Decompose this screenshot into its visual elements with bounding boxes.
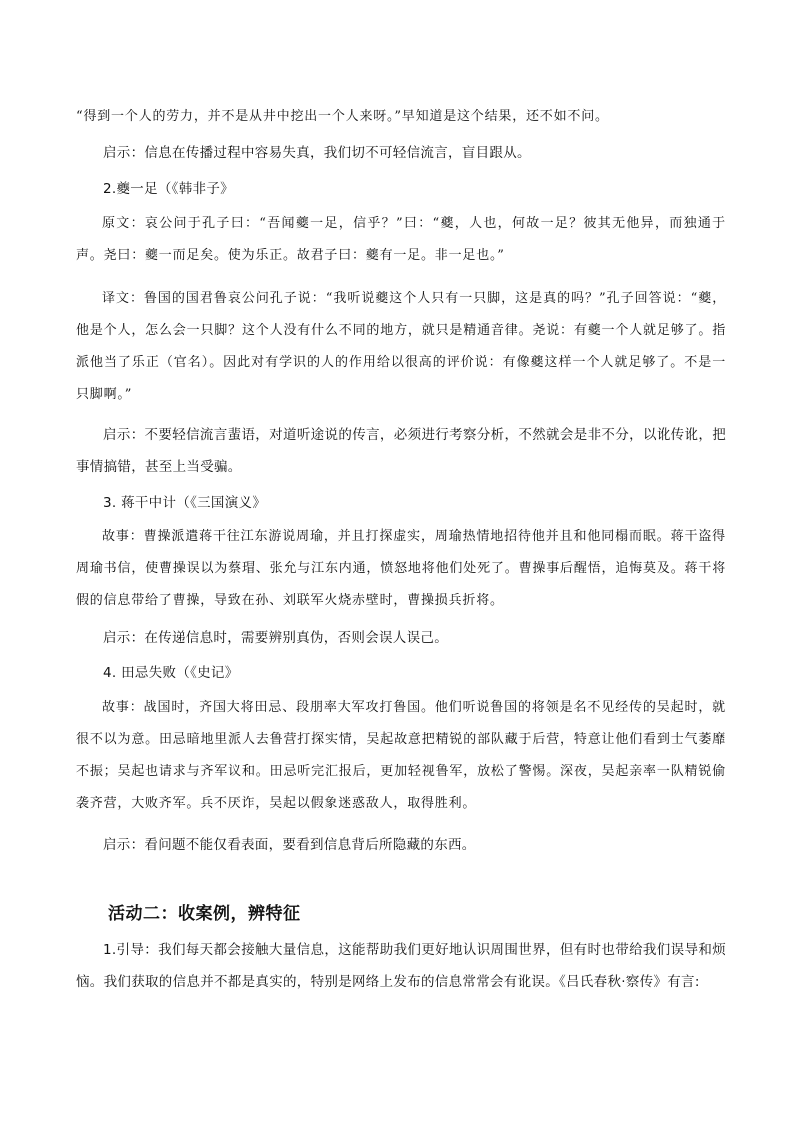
paragraph-lesson-2: 启示：不要轻信流言蜚语，对道听途说的传言，必须进行考察分析，不然就会是非不分，以讹传讹，把事情搞错，甚至上当受骗。	[76, 427, 726, 475]
section-heading-tian-ji: 4. 田忌失败（《史记》	[103, 665, 239, 681]
paragraph-story-ending: “得到一个人的劳力，并不是从井中挖出一个人来呀。”早知道是这个结果，还不如不问。	[76, 109, 609, 124]
paragraph-translation: 译文：鲁国的国君鲁哀公问孔子说：“我听说夔这个人只有一只脚，这是真的吗？”孔子回答说：“夔，他是个人，怎么会一只脚？这个人没有什么不同的地方，就只是精通音律。尧说：有夔一个人就足够了。指派他当了乐正（官名）。因此对有学识的人的作用给以很高的评价说：有像夔这样一个人就足够了。不是一只脚啊。”	[76, 291, 726, 402]
paragraph-story-jiang-gan: 故事：曹操派遣蒋干往江东游说周瑜，并且打探虚实，周瑜热情地招待他并且和他同榻而眠。蒋干盗得周瑜书信，使曹操误以为蔡瑁、张允与江东内通，愤怒地将他们处死了。曹操事后醒悟，追悔莫及。蒋干将假的信息带给了曹操，导致在孙、刘联军火烧赤壁时，曹操损兵折将。	[76, 529, 726, 608]
paragraph-lesson-3: 启示：在传递信息时，需要辨别真伪，否则会误人误己。	[103, 630, 448, 646]
section-heading-kui-yi-zu: 2.夔一足（《韩非子》	[103, 181, 234, 197]
paragraph-lesson-1: 启示：信息在传播过程中容易失真，我们切不可轻信流言，盲目跟从。	[103, 145, 531, 161]
activity-heading: 活动二：收案例，辨特征	[108, 904, 301, 924]
paragraph-guidance: 1.引导：我们每天都会接触大量信息，这能帮助我们更好地认识周围世界，但有时也带给我们误导和烦恼。我们获取的信息并不都是真实的，特别是网络上发布的信息常常会有讹误。《吕氏春秋·察传》有言:	[76, 942, 726, 990]
section-heading-jiang-gan: 3. 蒋干中计（《三国演义》	[103, 495, 267, 511]
paragraph-original-text: 原文：哀公问于孔子曰：“吾闻夔一足，信乎？”曰：“夔，人也，何故一足？彼其无他异，而独通于声。尧曰：夔一而足矣。使为乐正。故君子曰：夔有一足。非一足也。”	[76, 216, 726, 263]
paragraph-story-tian-ji: 故事：战国时，齐国大将田忌、段朋率大军攻打鲁国。他们听说鲁国的将领是名不见经传的吴起时，就很不以为意。田忌暗地里派人去鲁营打探实情，吴起故意把精锐的部队藏于后营，特意让他们看到士气萎靡不振；吴起也请求与齐军议和。田忌听完汇报后，更加轻视鲁军，放松了警惕。深夜，吴起亲率一队精锐偷袭齐营，大败齐军。兵不厌诈，吴起以假象迷惑敌人，取得胜利。	[76, 700, 726, 811]
paragraph-lesson-4: 启示：看问题不能仅看表面，要看到信息背后所隐藏的东西。	[103, 837, 476, 853]
